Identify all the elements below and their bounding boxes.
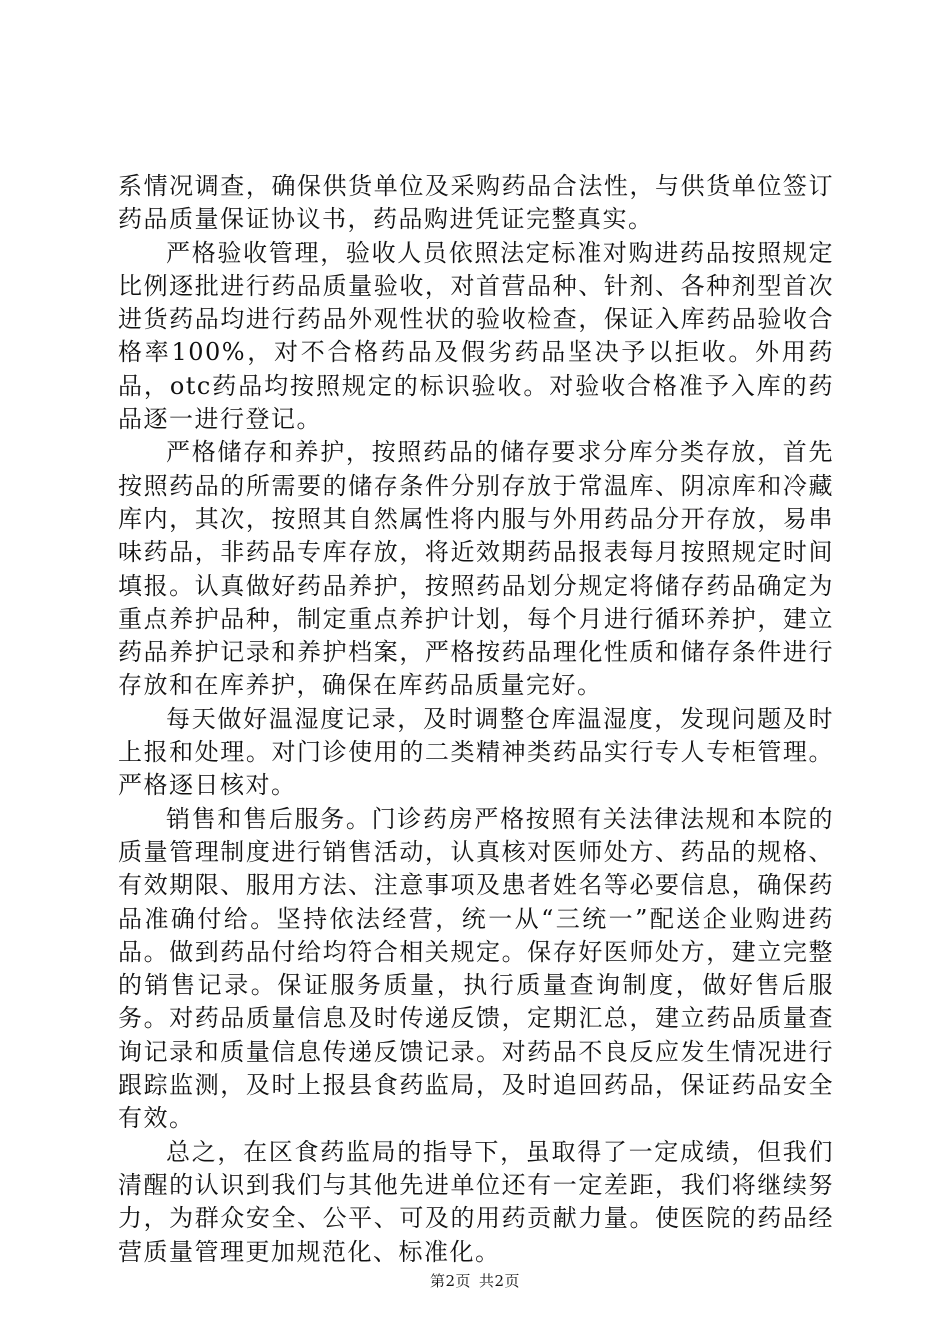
document-body	[118, 170, 834, 1269]
paragraph-storage: 严格储存和养护，按照药品的储存要求分库分类存放，首先按照药品的所需要的储存条件分别存放于常温库、阴凉库和冷藏库内，其次，按照其自然属性将内服与外用药品分开存放，易串味药品，非药品专库存放，将近效期药品报表每月按照规定时间填报。认真做好药品养护，按照药品划分规定将储存药品确定为重点养护品种，制定重点养护计划，每个月进行循环养护，建立药品养护记录和养护档案，严格按药品理化性质和储存条件进行存放和在库养护，确保在库药品质量完好。	[118, 438, 834, 700]
paragraph-sales-service: 销售和售后服务。门诊药房严格按照有关法律法规和本院的质量管理制度进行销售活动，认真核对医师处方、药品的规格、有效期限、服用方法、注意事项及患者姓名等必要信息，确保药品准确付给。坚持依法经营，统一从“三统一”配送企业购进药品。做到药品付给均符合相关规定。保存好医师处方，建立完整的销售记录。保证服务质量，执行质量查询制度，做好售后服务。对药品质量信息及时传递反馈，定期汇总，建立药品质量查询记录和质量信息传递反馈记录。对药品不良反应发生情况进行跟踪监测，及时上报县食药监局，及时追回药品，保证药品安全有效。	[118, 804, 834, 1133]
paragraph-supplier-check: 系情况调查，确保供货单位及采购药品合法性，与供货单位签订药品质量保证协议书，药品购进凭证完整真实。	[118, 172, 834, 234]
page-footer	[0, 1270, 950, 1291]
paragraph-acceptance: 严格验收管理，验收人员依照法定标准对购进药品按照规定比例逐批进行药品质量验收，对首营品种、针剂、各种剂型首次进货药品均进行药品外观性状的验收检查，保证入库药品验收合格率100%，对不合格药品及假劣药品坚决予以拒收。外用药品，otc药品均按照规定的标识验收。对验收合格准予入库的药品逐一进行登记。	[118, 238, 834, 434]
paragraph-humidity: 每天做好温湿度记录，及时调整仓库温湿度，发现问题及时上报和处理。对门诊使用的二类精神类药品实行专人专柜管理。严格逐日核对。	[118, 704, 834, 800]
page-number: 第2页	[429, 1272, 471, 1290]
paragraph-conclusion: 总之，在区食药监局的指导下，虽取得了一定成绩，但我们清醒的认识到我们与其他先进单位还有一定差距，我们将继续努力，为群众安全、公平、可及的用药贡献力量。使医院的药品经营质量管理更加规范化、标准化。	[118, 1137, 834, 1266]
page-total: 共2页	[479, 1272, 521, 1290]
